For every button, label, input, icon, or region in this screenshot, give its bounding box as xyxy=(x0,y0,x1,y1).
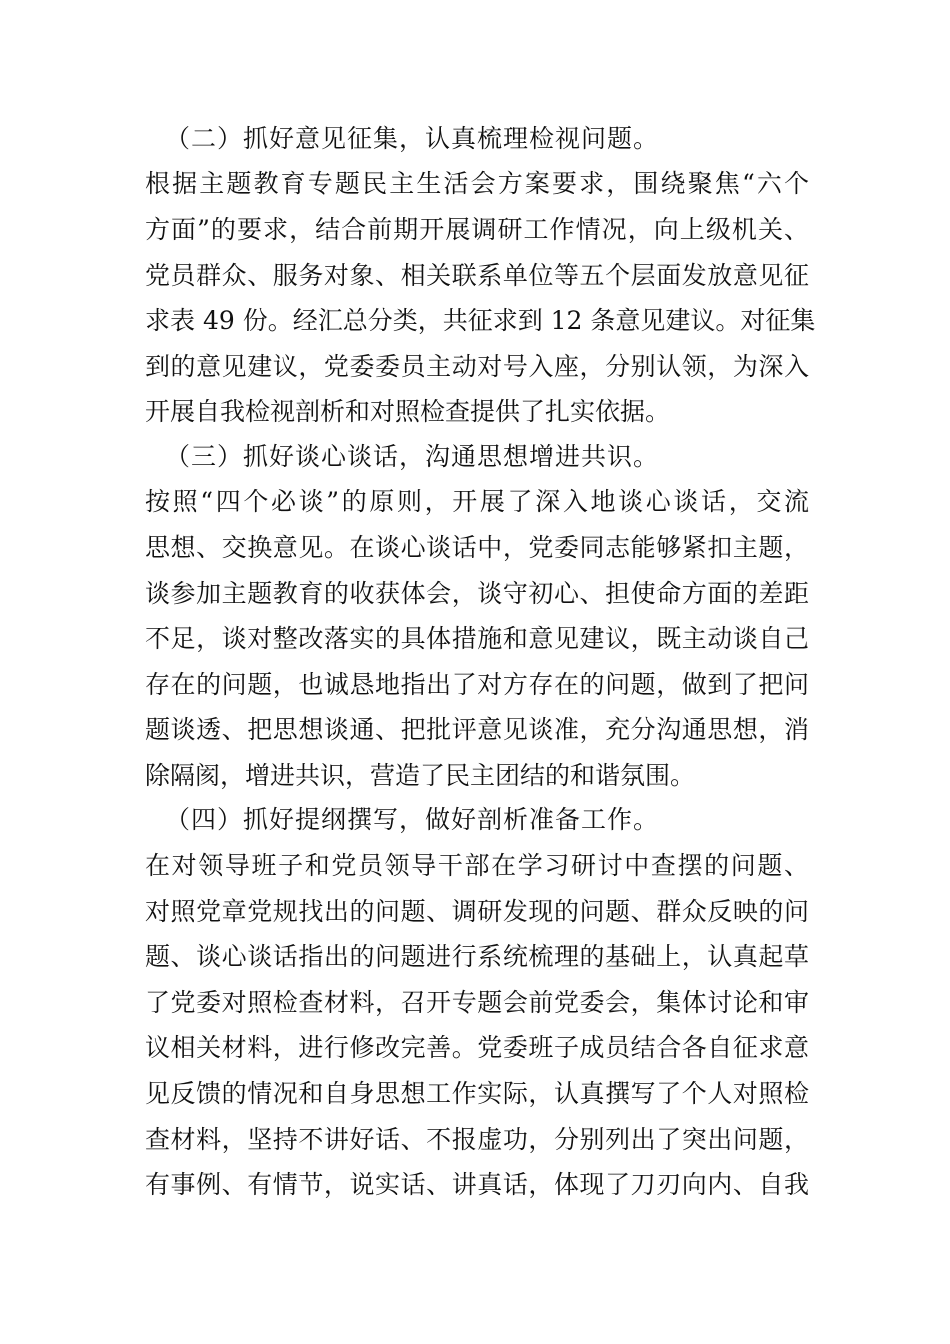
paragraph-line: 存在的问题，也诚恳地指出了对方存在的问题，做到了把问 xyxy=(145,670,809,699)
paragraph-line: 按照“四个必谈”的原则，开展了深入地谈心谈话，交流 xyxy=(145,487,809,516)
paragraph-line: 题谈透、把思想谈通、把批评意见谈准，充分沟通思想，消 xyxy=(145,715,809,744)
paragraph-line: 开展自我检视剖析和对照检查提供了扎实依据。 xyxy=(145,397,671,426)
paragraph-line: 到的意见建议，党委委员主动对号入座，分别认领，为深入 xyxy=(145,352,809,381)
paragraph-line: 谈参加主题教育的收获体会，谈守初心、担使命方面的差距 xyxy=(145,579,809,608)
section-heading: （三）抓好谈心谈话，沟通思想增进共识。 xyxy=(165,442,660,471)
paragraph-line: 思想、交换意见。在谈心谈话中，党委同志能够紧扣主题， xyxy=(145,533,809,562)
paragraph-line: 根据主题教育专题民主生活会方案要求，围绕聚焦“六个 xyxy=(145,169,809,198)
paragraph-line: 有事例、有情节，说实话、讲真话，体现了刀刃向内、自我 xyxy=(145,1170,809,1199)
paragraph-line: 求表 49 份。经汇总分类，共征求到 12 条意见建议。对征集 xyxy=(145,306,816,335)
paragraph-line: 不足，谈对整改落实的具体措施和意见建议，既主动谈自己 xyxy=(145,624,809,653)
paragraph-line: 在对领导班子和党员领导干部在学习研讨中查摆的问题、 xyxy=(145,851,809,880)
paragraph-line: 党员群众、服务对象、相关联系单位等五个层面发放意见征 xyxy=(145,261,809,290)
paragraph-line: 查材料，坚持不讲好话、不报虚功，分别列出了突出问题， xyxy=(145,1125,809,1154)
paragraph-line: 了党委对照检查材料，召开专题会前党委会，集体讨论和审 xyxy=(145,988,809,1017)
paragraph-line: 方面”的要求，结合前期开展调研工作情况，向上级机关、 xyxy=(145,215,809,244)
paragraph-line: 除隔阂，增进共识，营造了民主团结的和谐氛围。 xyxy=(145,761,696,790)
section-heading: （四）抓好提纲撰写，做好剖析准备工作。 xyxy=(165,805,660,834)
paragraph-line: 议相关材料，进行修改完善。党委班子成员结合各自征求意 xyxy=(145,1033,809,1062)
paragraph-line: 题、谈心谈话指出的问题进行系统梳理的基础上，认真起草 xyxy=(145,942,809,971)
paragraph-line: 对照党章党规找出的问题、调研发现的问题、群众反映的问 xyxy=(145,897,809,926)
paragraph-line: 见反馈的情况和自身思想工作实际，认真撰写了个人对照检 xyxy=(145,1079,809,1108)
section-heading: （二）抓好意见征集，认真梳理检视问题。 xyxy=(165,124,660,153)
